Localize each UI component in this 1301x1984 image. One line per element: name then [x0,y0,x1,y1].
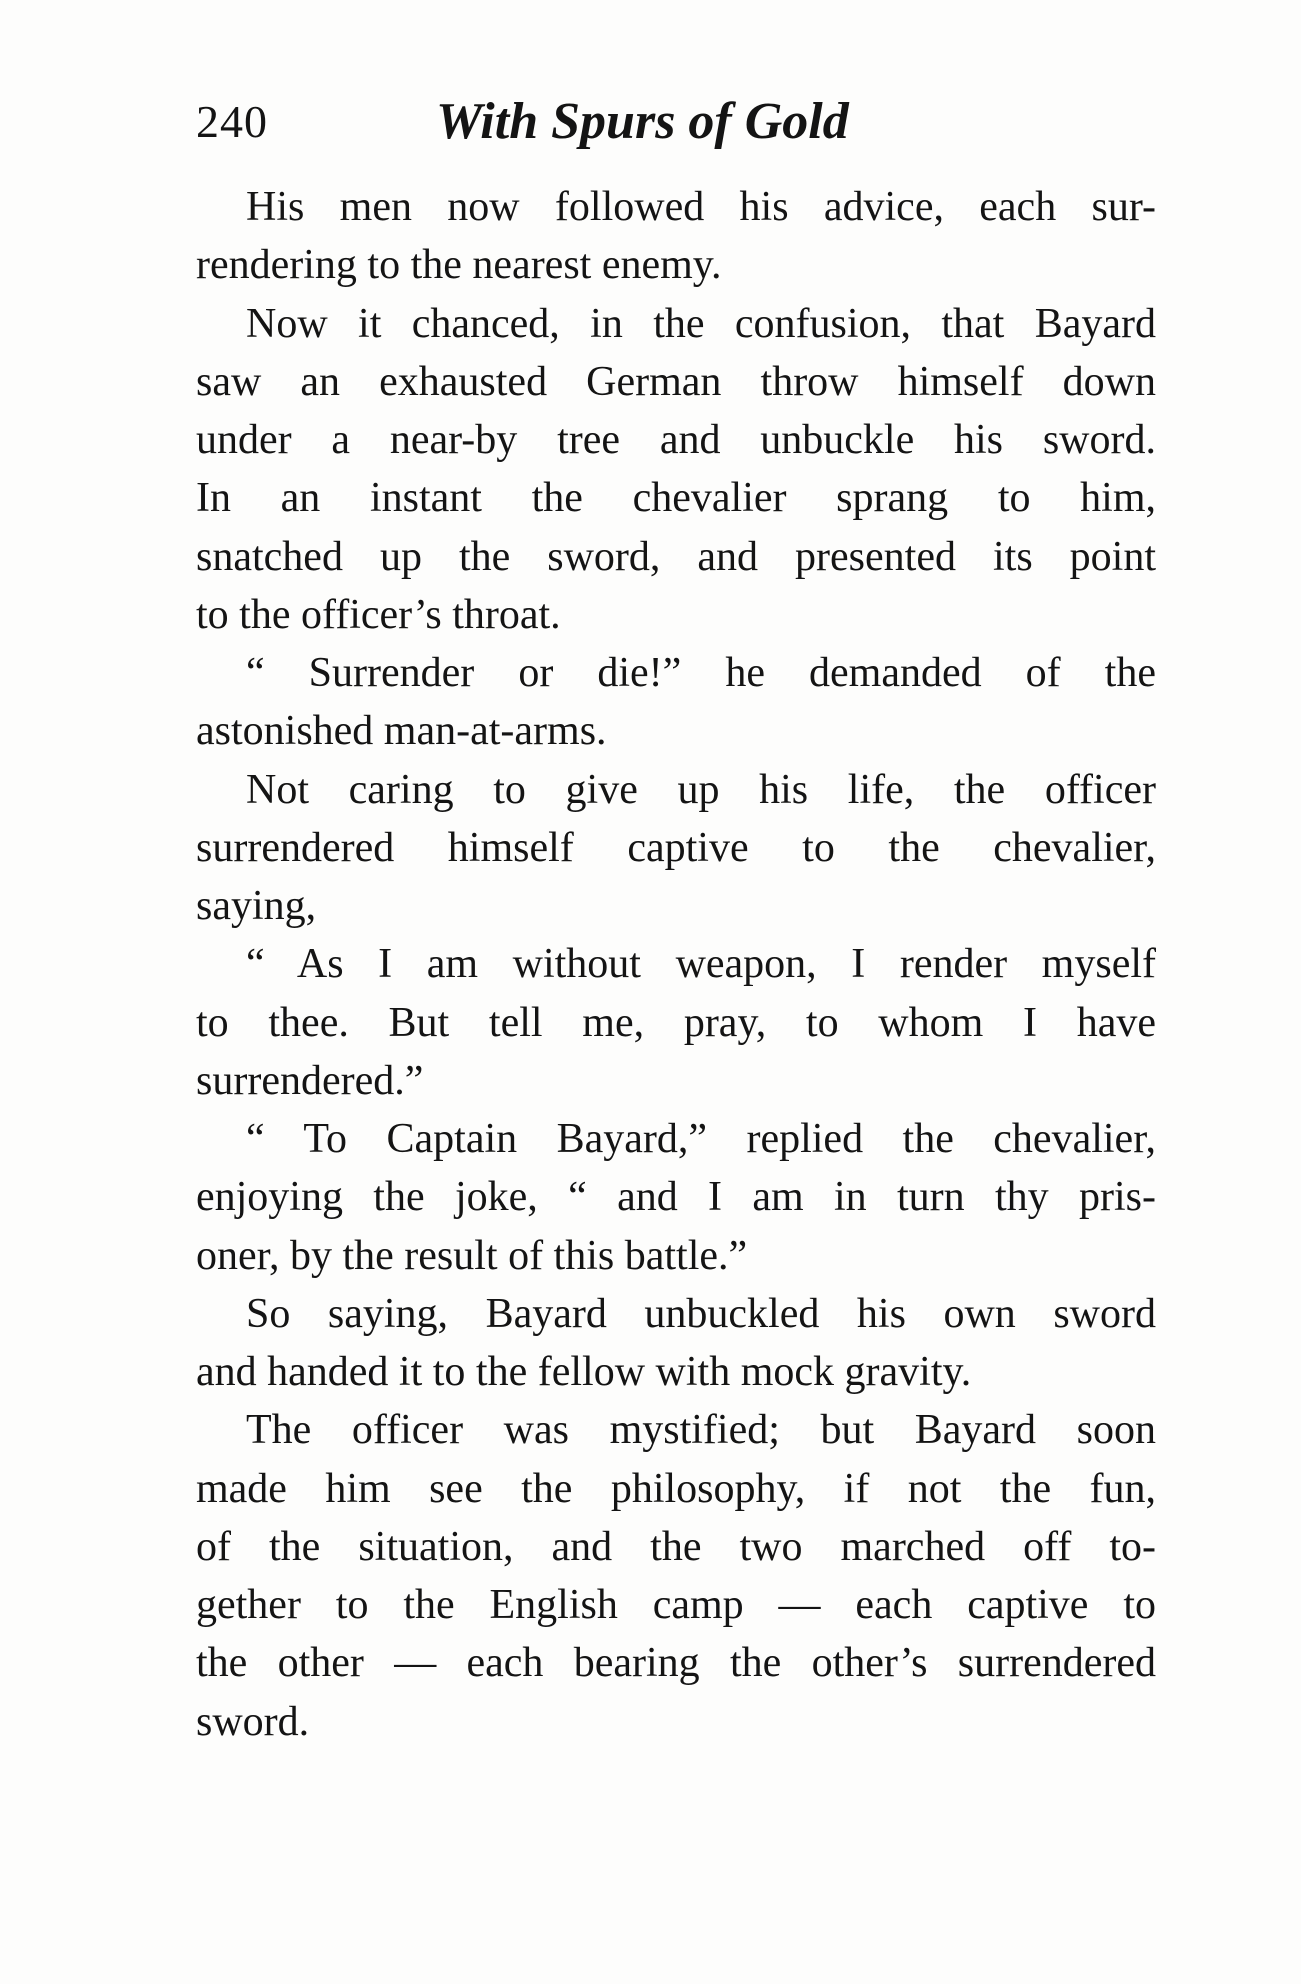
text-line: under a near-by tree and unbuckle his sword. [196,417,1156,463]
text-line: In an instant the chevalier sprang to him, [196,475,1156,522]
text-line: to the officer’s throat. [196,591,561,638]
text-line: saw an exhausted German throw himself down [196,358,1156,405]
text-line: made him see the philosophy, if not the fun, [196,1465,1156,1512]
text-line: Not caring to give up his life, the officer [246,766,1156,813]
text-line: surrendered himself captive to the chevalier, [196,824,1156,871]
text-line: to thee. But tell me, pray, to whom I have [196,999,1156,1046]
text-line: astonished man-at-arms. [196,708,607,755]
text-line: oner, by the result of this battle.” [196,1232,748,1279]
text-line: surrendered.” [196,1057,424,1104]
text-line: “ As I am without weapon, I render myself [246,941,1156,988]
text-line: So saying, Bayard unbuckled his own sword [246,1290,1156,1337]
text-line: rendering to the nearest enemy. [196,242,722,289]
page-number: 240 [196,96,268,147]
text-line: saying, [196,883,317,929]
text-line: of the situation, and the two marched off to- [196,1523,1156,1570]
running-title: With Spurs of Gold [436,93,849,150]
text-line: Now it chanced, in the confusion, that Bayard [246,300,1156,347]
text-line: The officer was mystified; but Bayard soon [246,1407,1156,1454]
text-line: “ Surrender or die!” he demanded of the [246,650,1156,696]
text-line: His men now followed his advice, each sur- [246,184,1156,230]
text-line: and handed it to the fellow with mock gravity. [196,1349,972,1395]
body-text [196,178,1156,1751]
text-line: “ To Captain Bayard,” replied the chevalier, [246,1116,1156,1162]
page-header [196,88,1156,160]
text-line: snatched up the sword, and presented its point [196,533,1156,580]
text-line: the other — each bearing the other’s surrendered [196,1640,1156,1687]
text-line: enjoying the joke, “ and I am in turn thy pris- [196,1174,1156,1221]
text-line: sword. [196,1698,310,1745]
text-line: gether to the English camp — each captive to [196,1582,1156,1628]
